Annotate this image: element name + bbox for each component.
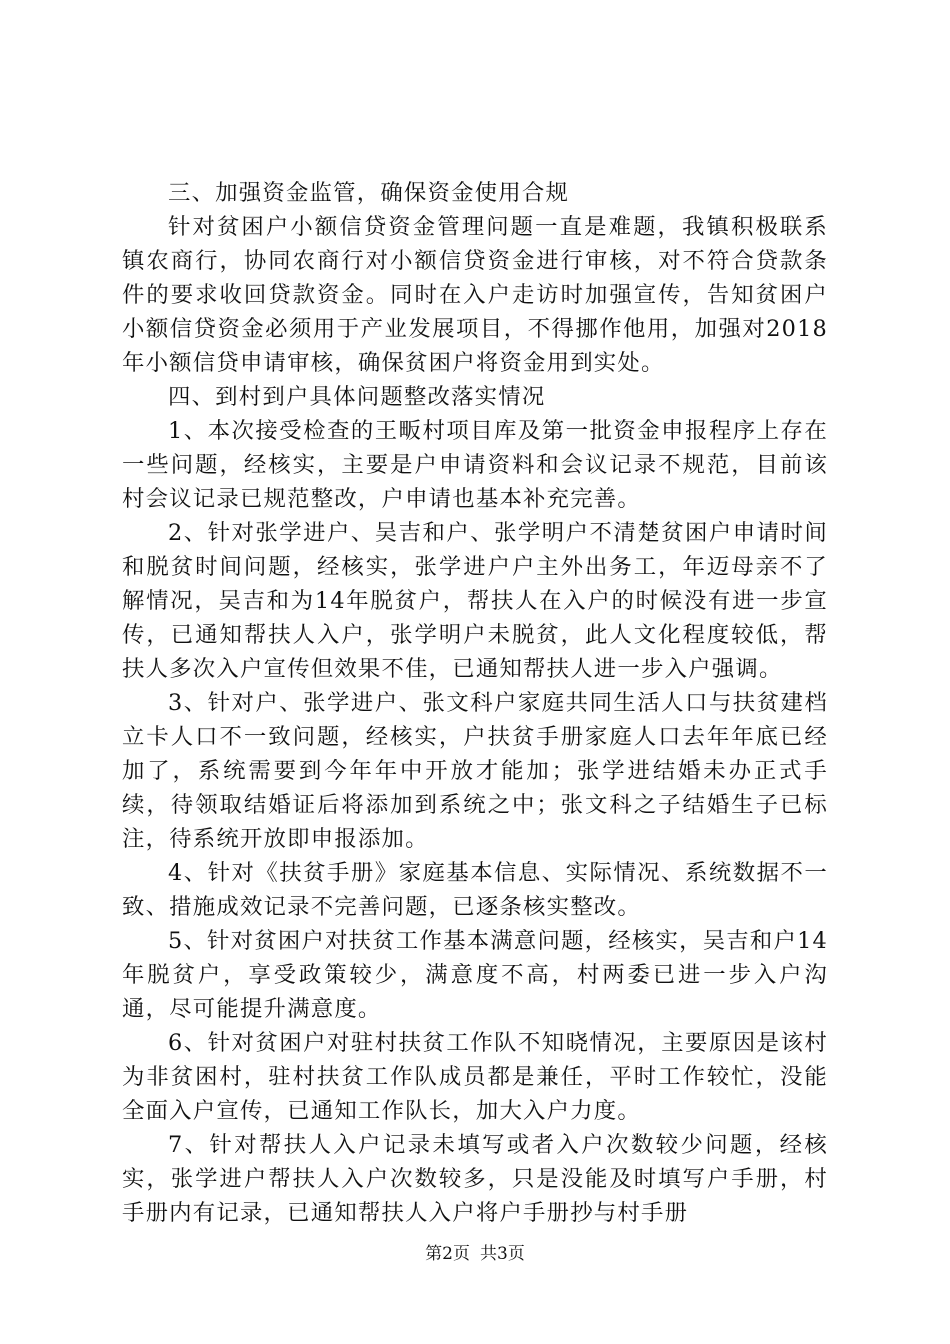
section-heading-3: 三、加强资金监管，确保资金使用合规 xyxy=(168,180,570,206)
paragraph-item-3: 3、针对户、张学进户、张文科户家庭共同生活人口与扶贫建档立卡人口不一致问题，经核实，户扶贫手册家庭人口去年年底已经加了，系统需要到今年年中开放才能加；张学进结婚未办正式手续，待领取结婚证后将添加到系统之中；张文科之子结婚生子已标注，待系统开放即申报添加。 xyxy=(122,690,828,852)
paragraph-item-2: 2、针对张学进户、吴吉和户、张学明户不清楚贫困户申请时间和脱贫时间问题，经核实，张学进户户主外出务工，年迈母亲不了解情况，吴吉和为14年脱贫户，帮扶人在入户的时候没有进一步宣传，已通知帮扶人入户，张学明户未脱贫，此人文化程度较低，帮扶人多次入户宣传但效果不佳，已通知帮扶人进一步入户强调。 xyxy=(122,520,828,682)
paragraph-item-7: 7、针对帮扶人入户记录未填写或者入户次数较少问题，经核实，张学进户帮扶人入户次数较多，只是没能及时填写户手册，村手册内有记录，已通知帮扶人入户将户手册抄与村手册 xyxy=(122,1132,828,1226)
paragraph-item-5: 5、针对贫困户对扶贫工作基本满意问题，经核实，吴吉和户14年脱贫户，享受政策较少，满意度不高，村两委已进一步入户沟通，尽可能提升满意度。 xyxy=(122,928,828,1022)
section-heading-4: 四、到村到户具体问题整改落实情况 xyxy=(168,384,546,410)
document-body xyxy=(122,176,828,1230)
paragraph-item-6: 6、针对贫困户对驻村扶贫工作队不知晓情况，主要原因是该村为非贫困村，驻村扶贫工作队成员都是兼任，平时工作较忙，没能全面入户宣传，已通知工作队长，加大入户力度。 xyxy=(122,1030,828,1124)
page-footer xyxy=(0,1243,950,1265)
page-total: 共3页 xyxy=(480,1244,525,1264)
paragraph-item-4: 4、针对《扶贫手册》家庭基本信息、实际情况、系统数据不一致、措施成效记录不完善问题，已逐条核实整改。 xyxy=(122,860,828,920)
paragraph-item-1: 1、本次接受检查的王畈村项目库及第一批资金申报程序上存在一些问题，经核实，主要是户申请资料和会议记录不规范，目前该村会议记录已规范整改，户申请也基本补充完善。 xyxy=(122,418,828,512)
paragraph-fund-supervision: 针对贫困户小额信贷资金管理问题一直是难题，我镇积极联系镇农商行，协同农商行对小额信贷资金进行审核，对不符合贷款条件的要求收回贷款资金。同时在入户走访时加强宣传，告知贫困户小额信贷资金必须用于产业发展项目，不得挪作他用，加强对2018年小额信贷申请审核，确保贫困户将资金用到实处。 xyxy=(122,214,828,376)
page-number: 第2页 xyxy=(425,1244,470,1264)
